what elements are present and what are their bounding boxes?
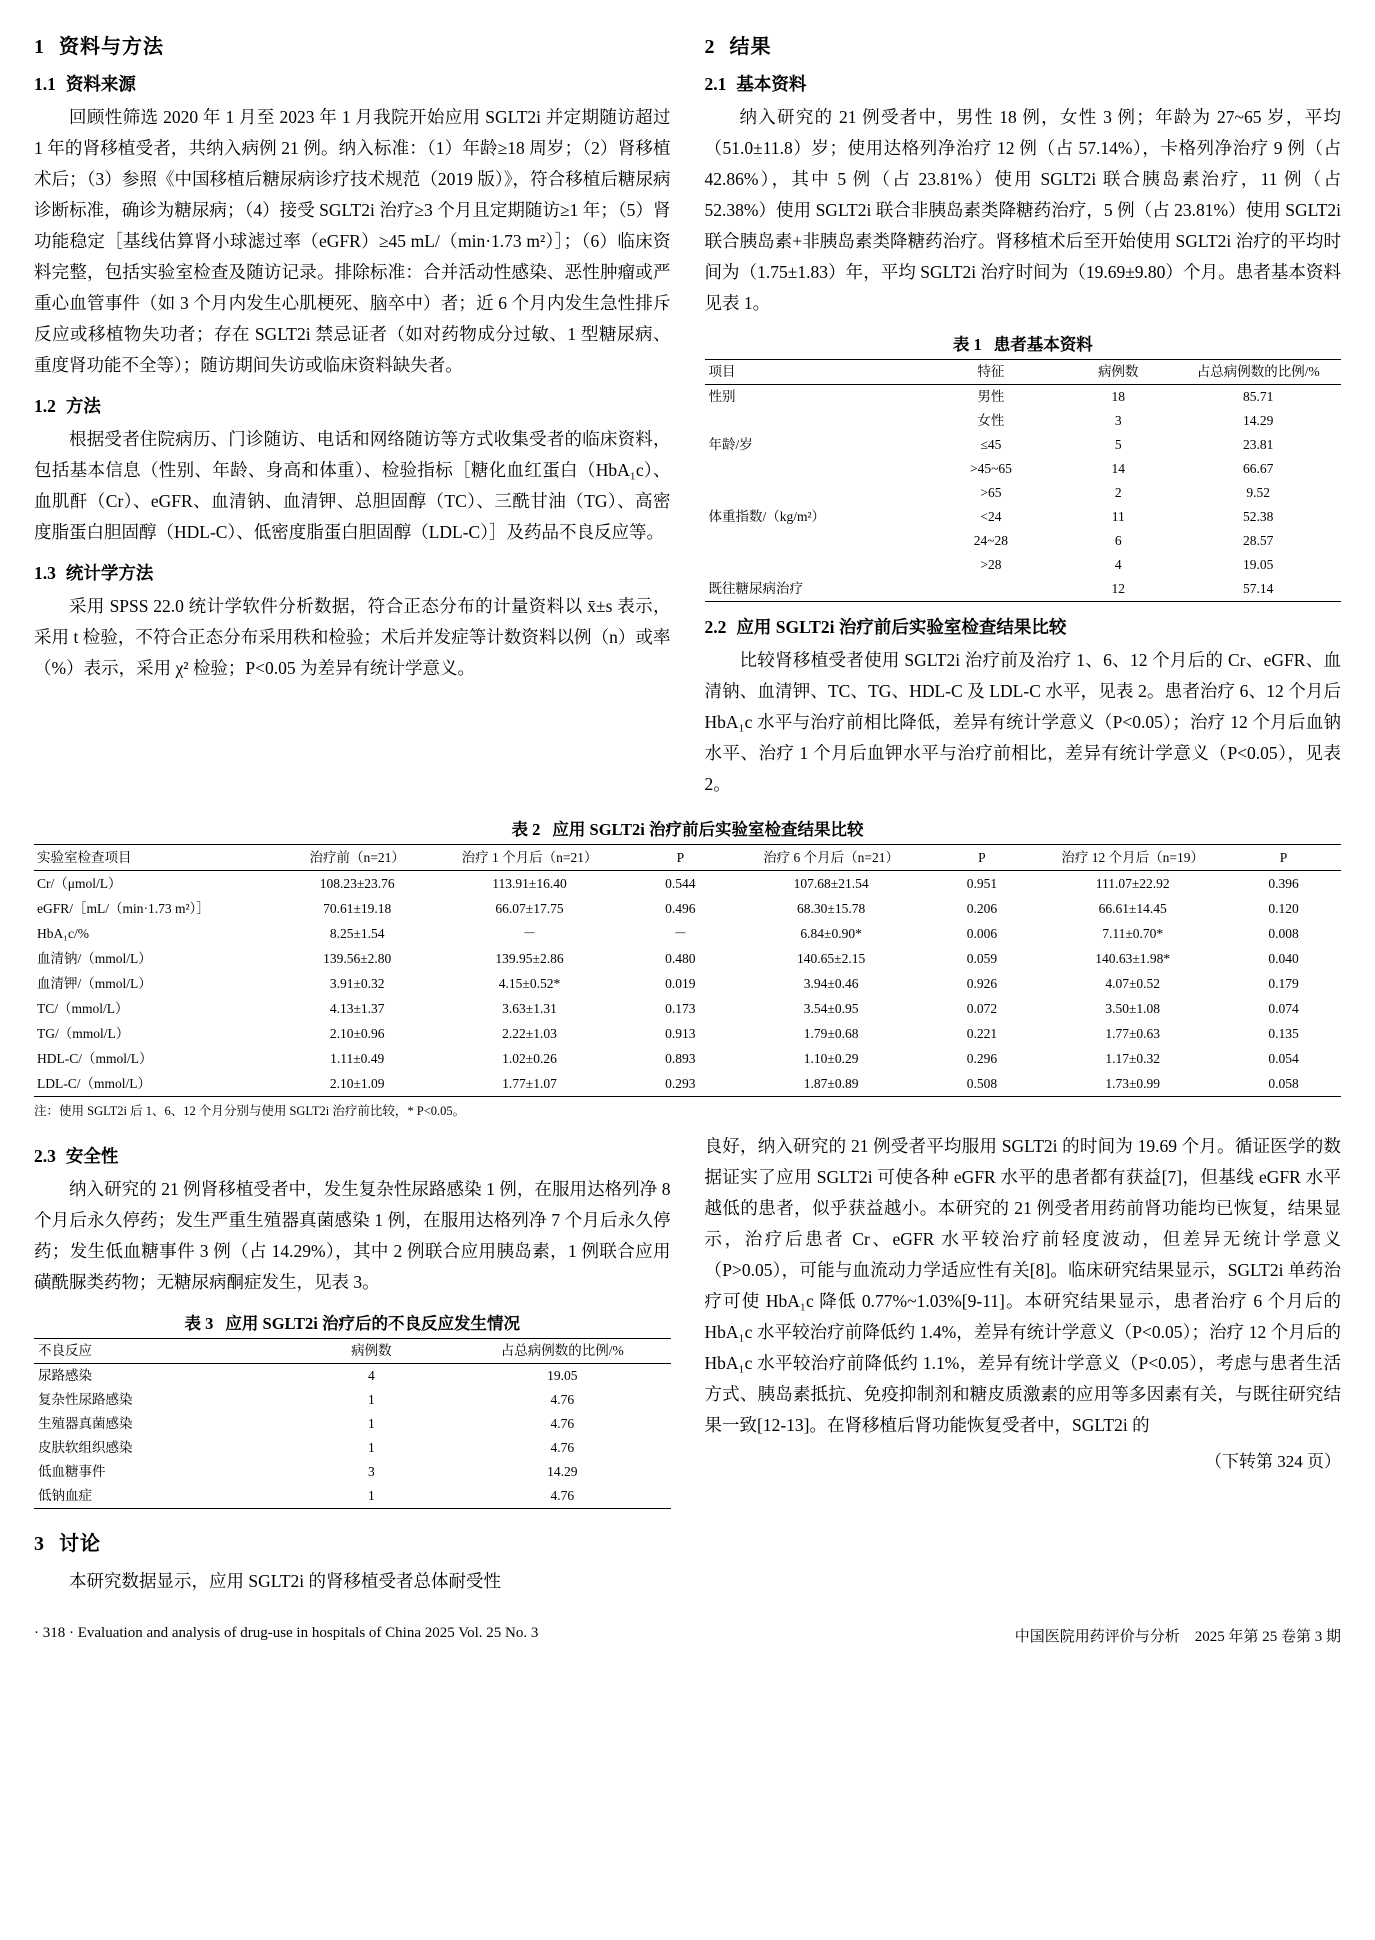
cell: 4.07±0.52 (1105, 976, 1161, 991)
cell: 4.13±1.37 (329, 1001, 385, 1016)
cell: 66.61±14.45 (1098, 901, 1167, 916)
table-row (34, 896, 1341, 921)
cell: 0.120 (1268, 901, 1299, 916)
cell: 139.56±2.80 (323, 951, 392, 966)
table-row (34, 921, 1341, 946)
section-heading-methods (34, 30, 671, 59)
table3-col-event: 不良反应 (34, 1339, 289, 1364)
cell: 1.77±0.63 (1105, 1026, 1161, 1041)
cell: 0.508 (924, 1071, 1039, 1097)
two-column-top (34, 26, 1341, 802)
table2-label: 表 2 (511, 820, 541, 839)
cell: 0.008 (1268, 926, 1299, 941)
cell: 0.496 (665, 901, 696, 916)
cell: 0.893 (665, 1051, 696, 1066)
table-row (705, 481, 1342, 505)
table-row (34, 1412, 671, 1436)
cell: 0.179 (1268, 976, 1299, 991)
cell: 19.05 (1243, 557, 1274, 572)
cell: 低血糖事件 (38, 1464, 106, 1479)
table-row (34, 1460, 671, 1484)
cell: 女性 (977, 413, 1005, 428)
table-row (34, 1388, 671, 1412)
cell: HbA₁c/% (37, 926, 89, 941)
table2-title: 应用 SGLT2i 治疗前后实验室检查结果比较 (552, 820, 864, 839)
subsection-title: 资料来源 (65, 74, 136, 94)
cell: 1 (367, 1440, 375, 1455)
cell: 4.15±0.52* (498, 976, 561, 991)
cell: 1.10±0.29 (803, 1051, 859, 1066)
cell: 1 (367, 1416, 375, 1431)
table-header-row (705, 360, 1342, 385)
table-patient-baseline (705, 359, 1342, 602)
subsection-heading-lab-compare (705, 614, 1342, 639)
cell: 4.76 (550, 1392, 575, 1407)
table1-label: 表 1 (952, 335, 982, 354)
table-row (34, 1436, 671, 1460)
table-row (705, 457, 1342, 481)
cell: 0.072 (966, 1001, 998, 1016)
table1-col-percent: 占总病例数的比例/% (1175, 360, 1341, 385)
cell: 85.71 (1243, 389, 1274, 404)
cell: HDL-C/（mmol/L） (37, 1051, 153, 1066)
cell: 2.10±1.09 (278, 1071, 436, 1097)
cell: 血清钾/（mmol/L） (37, 976, 152, 991)
table3-col-percent: 占总病例数的比例/% (454, 1339, 670, 1364)
table-row (34, 971, 1341, 996)
table2-col-1m: 治疗 1 个月后（n=21） (436, 845, 623, 871)
cell: 0.058 (1226, 1071, 1341, 1097)
cell: 8.25±1.54 (329, 926, 385, 941)
cell: 5 (1114, 437, 1122, 452)
paragraph-discussion-start: 本研究数据显示，应用 SGLT2i 的肾移植受者总体耐受性 (69, 1571, 502, 1591)
table2-col-6m: 治疗 6 个月后（n=21） (738, 845, 925, 871)
cell: 0.006 (966, 926, 998, 941)
cell: － (673, 926, 688, 941)
cell: 0.293 (623, 1071, 738, 1097)
cell: >65 (980, 485, 1002, 500)
cell: ≤45 (980, 437, 1002, 452)
cell: Cr/（μmol/L） (37, 876, 122, 891)
cell: 3 (1114, 413, 1122, 428)
footer-left: · 318 · Evaluation and analysis of drug-use in hospitals of China 2025 Vol. 25 No. 3 (34, 1625, 539, 1641)
table-row (705, 409, 1342, 433)
cell: 3 (367, 1464, 375, 1479)
cell: 107.68±21.54 (793, 876, 869, 891)
cell: 尿路感染 (38, 1368, 92, 1383)
cell: 52.38 (1243, 509, 1274, 524)
cell: 复杂性尿路感染 (38, 1392, 133, 1407)
cell: 66.07±17.75 (495, 901, 564, 916)
table-row (705, 505, 1342, 529)
table2-col-before: 治疗前（n=21） (278, 845, 436, 871)
table-row (705, 577, 1342, 602)
cell: 0.054 (1268, 1051, 1299, 1066)
cell: 2.10±0.96 (329, 1026, 385, 1041)
cell: 0.951 (966, 876, 998, 891)
subsection-number: 1.2 (34, 396, 56, 416)
cell: TG/（mmol/L） (37, 1026, 130, 1041)
cell: 1.73±0.99 (1039, 1071, 1226, 1097)
section-number: 3 (34, 1533, 45, 1555)
cell (705, 481, 921, 505)
table-row (34, 1071, 1341, 1097)
cell (705, 409, 921, 433)
subsection-title: 统计学方法 (65, 563, 154, 583)
cell: >28 (980, 557, 1002, 572)
cell: 6 (1114, 533, 1122, 548)
cell: 0.019 (665, 976, 696, 991)
cell: 体重指数/（kg/m²） (708, 509, 826, 524)
right-column (705, 26, 1342, 802)
cell: 0.040 (1268, 951, 1299, 966)
subsection-heading-methods (34, 393, 671, 418)
section-number: 2 (704, 36, 716, 58)
table3-col-count: 病例数 (289, 1339, 454, 1364)
cell: 0.221 (966, 1026, 998, 1041)
section-number: 1 (34, 36, 45, 58)
cell: 1.17±0.32 (1105, 1051, 1161, 1066)
cell: 9.52 (1246, 485, 1271, 500)
table-row (705, 385, 1342, 410)
table-row (34, 1484, 671, 1509)
cell: 11 (1111, 509, 1125, 524)
cell: 3.63±1.31 (502, 1001, 557, 1016)
table-row (34, 1364, 671, 1389)
table-header-row (34, 845, 1341, 871)
cell: 0.206 (966, 901, 998, 916)
cell (921, 577, 1061, 602)
table2-col-p1: P (623, 845, 738, 871)
cell: 0.480 (665, 951, 696, 966)
cell: 23.81 (1243, 437, 1274, 452)
cell: 1.77±1.07 (436, 1071, 623, 1097)
footer-right: 中国医院用药评价与分析 2025 年第 25 卷第 3 期 (1014, 1629, 1341, 1645)
table2-col-12m: 治疗 12 个月后（n=19） (1039, 845, 1226, 871)
paragraph-data-source: 回顾性筛选 2020 年 1 月至 2023 年 1 月我院开始应用 SGLT2i 并定期随访超过 1 年的肾移植受者，共纳入病例 21 例。纳入标准：（1）年龄≥18 周岁；（2）肾移植术后；（3）参照《中国移植后糖尿病诊疗技术规范（2019 版）》，符合移植后糖尿病诊断标准，确诊为糖尿病；（4）接受 SGLT2i 治疗≥3 个月且定期随访≥1 年；（5）肾功能稳定［基线估算肾小球滤过率（eGFR）≥45 mL/（min·1.73 m²）］；（6）临床资料完整，包括实验室检查及随访记录。排除标准：合并活动性感染、恶性肿瘤或严重心血管事件（如 3 个月内发生心肌梗死、脑卒中）者；近 6 个月内发生急性排斥反应或移植物失功者；存在 SGLT2i 禁忌证者（如对药物成分过敏、1 型糖尿病、重度肾功能不全等）；随访期间失访或临床资料缺失者。 (34, 107, 671, 375)
section-heading-discussion (34, 1527, 671, 1556)
cell: 2 (1114, 485, 1122, 500)
cell: 1.02±0.26 (502, 1051, 557, 1066)
cell: 0.396 (1268, 876, 1299, 891)
left-column (34, 26, 671, 802)
section-heading-results (705, 30, 1342, 59)
cell: 140.65±2.15 (797, 951, 866, 966)
subsection-number: 2.1 (704, 74, 727, 94)
continued-note: （下转第 324 页） (1205, 1452, 1341, 1471)
table-lab-results (34, 844, 1341, 1097)
subsection-number: 2.2 (704, 617, 727, 637)
cell: 68.30±15.78 (797, 901, 866, 916)
paragraph-baseline: 纳入研究的 21 例受者中，男性 18 例，女性 3 例；年龄为 27~65 岁，平均（51.0±11.8）岁；使用达格列净治疗 12 例（占 57.14%），卡格列净治疗 9 例（占 42.86%），其中 5 例（占 23.81%）使用 SGLT2i 联合胰岛素治疗，11 例（占 52.38%）使用 SGLT2i 联合非胰岛素类降糖药治疗，5 例（占 23.81%）使用 SGLT2i 联合胰岛素+非胰岛素类降糖药治疗。肾移植术后至开始使用 SGLT2i 治疗的平均时间为（1.75±1.83）年，平均 SGLT2i 治疗时间为（19.69±9.80）个月。患者基本资料见表 1。 (704, 107, 1341, 313)
table3-label: 表 3 (184, 1314, 214, 1333)
cell: 男性 (977, 389, 1005, 404)
cell: 血清钠/（mmol/L） (37, 951, 152, 966)
cell: 4.76 (550, 1440, 575, 1455)
cell: 2.22±1.03 (502, 1026, 557, 1041)
cell: 1 (289, 1484, 454, 1509)
paragraph-discussion-cont: 良好，纳入研究的 21 例受者平均服用 SGLT2i 的时间为 19.69 个月。循证医学的数据证实了应用 SGLT2i 可使各种 eGFR 水平的患者都有获益[7]，但基线 eGFR 水平越低的患者，似乎获益越小。本研究的 21 例受者用药前肾功能均已恢复，结果显示，治疗后患者 Cr、eGFR 水平较治疗前轻度波动，但差异无统计学意义（P>0.05），可能与血流动力学适应性有关[8]。临床研究结果显示，SGLT2i 单药治疗可使 HbA₁c 降低 0.77%~1.03%[9-11]。本研究结果显示，患者治疗 6 个月后的 HbA₁c 水平较治疗前降低约 1.4%，差异有统计学意义（P<0.05）；治疗 12 个月后的 HbA₁c 水平较治疗前降低约 1.1%，差异有统计学意义（P<0.05），考虑与患者生活方式、胰岛素抵抗、免疫抑制剂和糖皮质激素的应用等多因素有关，与既往研究结果一致[12-13]。在肾移植后肾功能恢复受者中，SGLT2i 的 (704, 1136, 1341, 1435)
table-row (705, 553, 1342, 577)
cell: LDL-C/（mmol/L） (34, 1071, 278, 1097)
section-title: 资料与方法 (59, 36, 164, 58)
cell: 4 (367, 1368, 375, 1383)
two-column-bottom (34, 1131, 1341, 1599)
cell: 57.14 (1175, 577, 1341, 602)
cell: 14.29 (547, 1464, 578, 1479)
cell: 70.61±19.18 (323, 901, 392, 916)
table1-caption (705, 331, 1342, 355)
cell: 皮肤软组织感染 (38, 1440, 133, 1455)
cell: TC/（mmol/L） (37, 1001, 129, 1016)
cell: 0.074 (1268, 1001, 1299, 1016)
table-row (34, 946, 1341, 971)
cell: 19.05 (547, 1368, 578, 1383)
table1-col-item: 项目 (705, 360, 921, 385)
table1-title: 患者基本资料 (993, 335, 1093, 354)
cell: 4.76 (550, 1416, 575, 1431)
table3-title: 应用 SGLT2i 治疗后的不良反应发生情况 (225, 1314, 520, 1333)
cell: 3.50±1.08 (1105, 1001, 1161, 1016)
table3-caption (34, 1310, 671, 1334)
cell: 低钠血症 (34, 1484, 289, 1509)
cell: 140.63±1.98* (1095, 951, 1171, 966)
cell: 113.91±16.40 (492, 876, 567, 891)
cell: 1.11±0.49 (330, 1051, 385, 1066)
cell: 6.84±0.90* (800, 926, 862, 941)
table2-block (34, 816, 1341, 1121)
subsection-heading-statistics (34, 560, 671, 585)
cell: 既往糖尿病治疗 (705, 577, 921, 602)
table1-col-feature: 特征 (921, 360, 1061, 385)
cell: 18 (1111, 389, 1125, 404)
subsection-heading-baseline (705, 71, 1342, 96)
cell: 14.29 (1243, 413, 1274, 428)
cell: 1.79±0.68 (803, 1026, 859, 1041)
table-row (705, 433, 1342, 457)
cell: 108.23±23.76 (319, 876, 395, 891)
cell: 1 (367, 1392, 375, 1407)
left-column-bottom (34, 1131, 671, 1599)
paragraph-lab-compare: 比较肾移植受者使用 SGLT2i 治疗前及治疗 1、6、12 个月后的 Cr、eGFR、血清钠、血清钾、TC、TG、HDL-C 及 LDL-C 水平，见表 2。患者治疗 6、12 个月后 HbA₁c 水平与治疗前相比降低，差异有统计学意义（P<0.05）；治疗 12 个月后血钠水平、治疗 1 个月后血钾水平与治疗前相比，差异有统计学意义（P<0.05），见表 2。 (704, 650, 1341, 794)
table-row (34, 871, 1341, 897)
cell: 0.926 (966, 976, 998, 991)
subsection-number: 1.3 (34, 563, 56, 583)
page-footer (34, 1619, 1341, 1646)
cell: 4 (1114, 557, 1122, 572)
cell: 0.135 (1268, 1026, 1299, 1041)
cell (705, 553, 921, 577)
paragraph-methods: 根据受者住院病历、门诊随访、电话和网络随访等方式收集受者的临床资料，包括基本信息（性别、年龄、身高和体重）、检验指标［糖化血红蛋白（HbA₁c）、血肌酐（Cr）、eGFR、血清钠、血清钾、总胆固醇（TC）、三酰甘油（TG）、高密度脂蛋白胆固醇（HDL-C）、低密度脂蛋白胆固醇（LDL-C）］及药品不良反应等。 (34, 429, 671, 542)
cell: eGFR/［mL/（min·1.73 m²）］ (37, 901, 210, 916)
cell: 0.544 (665, 876, 696, 891)
cell: 性别 (708, 389, 736, 404)
cell: 3.54±0.95 (803, 1001, 859, 1016)
section-title: 讨论 (59, 1533, 101, 1555)
cell: 3.94±0.46 (803, 976, 859, 991)
table2-col-item: 实验室检查项目 (34, 845, 278, 871)
subsection-title: 应用 SGLT2i 治疗前后实验室检查结果比较 (736, 617, 1067, 637)
table-row (34, 1046, 1341, 1071)
cell: 1.87±0.89 (738, 1071, 925, 1097)
cell: 年龄/岁 (708, 437, 753, 452)
cell: 3.91±0.32 (329, 976, 385, 991)
table2-col-p3: P (1226, 845, 1341, 871)
table-row (34, 1021, 1341, 1046)
cell: 0.913 (665, 1026, 696, 1041)
paragraph-safety: 纳入研究的 21 例肾移植受者中，发生复杂性尿路感染 1 例，在服用达格列净 8 个月后永久停药；发生严重生殖器真菌感染 1 例，在服用达格列净 7 个月后永久停药；发生低血糖事件 3 例（占 14.29%），其中 2 例联合应用胰岛素，1 例联合应用磺酰脲类药物；无糖尿病酮症发生，见表 3。 (34, 1179, 671, 1292)
cell: 14 (1111, 461, 1125, 476)
cell: 24~28 (973, 533, 1009, 548)
subsection-title: 安全性 (65, 1146, 119, 1166)
table-row (705, 529, 1342, 553)
cell: 12 (1061, 577, 1176, 602)
section-title: 结果 (729, 36, 772, 58)
cell: 0.059 (966, 951, 998, 966)
cell: 139.95±2.86 (495, 951, 564, 966)
subsection-title: 基本资料 (736, 74, 807, 94)
subsection-title: 方法 (65, 396, 101, 416)
cell: － (522, 926, 537, 941)
cell: >45~65 (969, 461, 1012, 476)
cell: 111.07±22.92 (1095, 876, 1170, 891)
cell: 0.173 (665, 1001, 696, 1016)
cell: 7.11±0.70* (1102, 926, 1164, 941)
table-header-row (34, 1339, 671, 1364)
table-adverse-events (34, 1338, 671, 1509)
table-row (34, 996, 1341, 1021)
paragraph-statistics: 采用 SPSS 22.0 统计学软件分析数据，符合正态分布的计量资料以 x̄±s 表示，采用 t 检验，不符合正态分布采用秩和检验；术后并发症等计数资料以例（n）或率（%）表示，采用 χ² 检验；P<0.05 为差异有统计学意义。 (34, 596, 671, 678)
table2-caption (34, 816, 1341, 840)
right-column-bottom (705, 1131, 1342, 1599)
cell: 4.76 (454, 1484, 670, 1509)
cell: 0.296 (966, 1051, 998, 1066)
table1-col-count: 病例数 (1061, 360, 1176, 385)
cell: <24 (980, 509, 1002, 524)
cell: 28.57 (1243, 533, 1274, 548)
subsection-number: 2.3 (34, 1146, 56, 1166)
table2-note: 注：使用 SGLT2i 后 1、6、12 个月分别与使用 SGLT2i 治疗前比较，* P<0.05。 (34, 1104, 466, 1118)
subsection-heading-data-source (34, 71, 671, 96)
cell (705, 457, 921, 481)
subsection-heading-safety (34, 1143, 671, 1168)
cell: 66.67 (1243, 461, 1274, 476)
cell (705, 529, 921, 553)
subsection-number: 1.1 (34, 74, 56, 94)
table2-col-p2: P (924, 845, 1039, 871)
cell: 生殖器真菌感染 (38, 1416, 133, 1431)
